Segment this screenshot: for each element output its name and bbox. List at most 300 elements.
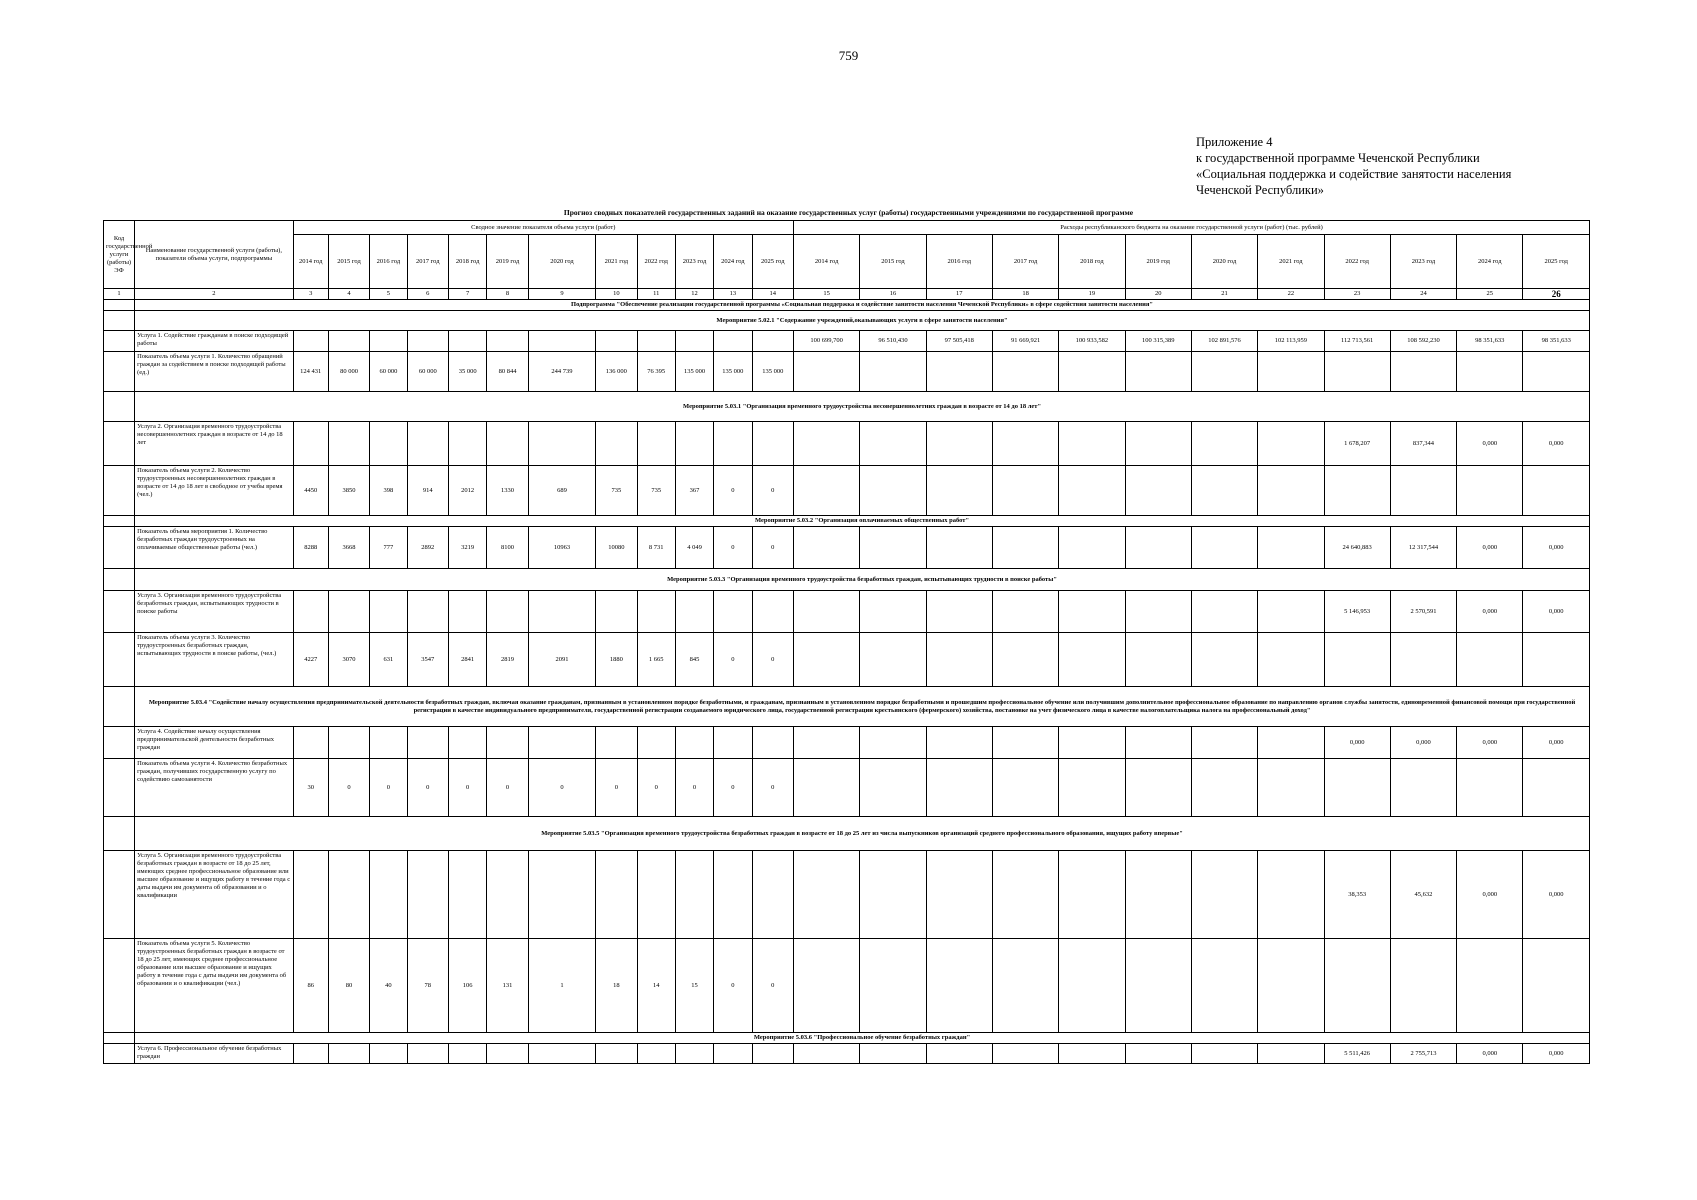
value-cell	[794, 851, 860, 939]
column-number: 22	[1258, 289, 1324, 300]
value-cell	[1191, 1044, 1257, 1064]
header-year-volume: 2018 год	[449, 235, 487, 289]
section-row	[104, 1033, 1590, 1044]
section-title: Мероприятие 5.02.1 "Содержание учреждений,оказывающих услуги в сфере занятости населения"	[135, 311, 1590, 331]
code-cell	[104, 300, 135, 311]
value-cell	[1258, 759, 1324, 817]
value-cell	[596, 727, 637, 759]
value-cell: 3070	[328, 633, 369, 687]
value-cell: 0,000	[1523, 851, 1590, 939]
value-cell	[992, 527, 1058, 569]
section-row	[104, 687, 1590, 727]
section-row	[104, 516, 1590, 527]
value-cell: 2 755,713	[1390, 1044, 1456, 1064]
value-cell: 30	[293, 759, 328, 817]
value-cell	[1059, 527, 1125, 569]
column-number: 8	[487, 289, 528, 300]
value-cell	[992, 727, 1058, 759]
value-cell	[1390, 633, 1456, 687]
value-cell	[1191, 466, 1257, 516]
value-cell	[407, 851, 448, 939]
column-number: 10	[596, 289, 637, 300]
value-cell	[794, 939, 860, 1033]
row-name: Услуга 1. Содействие гражданам в поиске подходящей работы	[135, 331, 294, 352]
value-cell	[794, 1044, 860, 1064]
value-cell	[1523, 352, 1590, 392]
value-cell	[487, 727, 528, 759]
value-cell	[794, 527, 860, 569]
value-cell: 4227	[293, 633, 328, 687]
value-cell	[528, 1044, 595, 1064]
header-expenses: Расходы республиканского бюджета на оказание государственной услуги (работ) (тыс. рублей)	[794, 221, 1590, 235]
value-cell: 0,000	[1324, 727, 1390, 759]
row-name: Показатель объема услуги 3. Количество трудоустроенных безработных граждан, испытывающих трудности в поиске работы, (чел.)	[135, 633, 294, 687]
code-cell	[104, 311, 135, 331]
header-year-volume: 2021 год	[596, 235, 637, 289]
code-cell	[104, 759, 135, 817]
value-cell: 106	[449, 939, 487, 1033]
table-row	[104, 591, 1590, 633]
value-cell: 3219	[449, 527, 487, 569]
header-years-row	[104, 235, 1590, 289]
value-cell	[752, 422, 793, 466]
value-cell: 86	[293, 939, 328, 1033]
value-cell: 777	[370, 527, 407, 569]
value-cell: 1880	[596, 633, 637, 687]
value-cell: 98 351,633	[1457, 331, 1523, 352]
code-cell	[104, 331, 135, 352]
column-number: 4	[328, 289, 369, 300]
value-cell: 0	[714, 633, 752, 687]
value-cell	[596, 851, 637, 939]
value-cell: 1 678,207	[1324, 422, 1390, 466]
value-cell: 0	[675, 759, 713, 817]
value-cell	[1125, 759, 1191, 817]
row-name: Показатель объема услуги 1. Количество обращений граждан за содействием в поиске подходящей работы (ед.)	[135, 352, 294, 392]
value-cell	[1457, 759, 1523, 817]
value-cell: 38,353	[1324, 851, 1390, 939]
section-row	[104, 311, 1590, 331]
value-cell	[926, 1044, 992, 1064]
value-cell	[328, 727, 369, 759]
column-number: 16	[860, 289, 926, 300]
column-number: 1	[104, 289, 135, 300]
value-cell	[860, 352, 926, 392]
value-cell: 0	[752, 466, 793, 516]
value-cell	[637, 851, 675, 939]
table-row	[104, 939, 1590, 1033]
value-cell	[714, 727, 752, 759]
value-cell	[1059, 851, 1125, 939]
row-name: Показатель объема услуги 4. Количество безработных граждан, получивших государственную услугу по содействию самозанятости	[135, 759, 294, 817]
value-cell	[860, 633, 926, 687]
value-cell: 2892	[407, 527, 448, 569]
value-cell	[1125, 352, 1191, 392]
code-cell	[104, 851, 135, 939]
value-cell	[992, 939, 1058, 1033]
value-cell	[1390, 466, 1456, 516]
value-cell	[1258, 727, 1324, 759]
header-year-expenses: 2015 год	[860, 235, 926, 289]
code-cell	[104, 422, 135, 466]
value-cell	[1457, 633, 1523, 687]
value-cell	[1258, 1044, 1324, 1064]
column-number: 13	[714, 289, 752, 300]
value-cell	[637, 331, 675, 352]
value-cell: 40	[370, 939, 407, 1033]
header-year-expenses: 2020 год	[1191, 235, 1257, 289]
value-cell: 80	[328, 939, 369, 1033]
value-cell	[860, 727, 926, 759]
value-cell	[992, 759, 1058, 817]
value-cell: 0,000	[1523, 591, 1590, 633]
code-cell	[104, 1033, 135, 1044]
value-cell: 0	[328, 759, 369, 817]
appendix-block	[1196, 134, 1511, 198]
value-cell	[1059, 727, 1125, 759]
value-cell	[714, 331, 752, 352]
value-cell	[1059, 591, 1125, 633]
value-cell: 0	[752, 939, 793, 1033]
value-cell: 689	[528, 466, 595, 516]
value-cell	[328, 591, 369, 633]
value-cell: 0	[449, 759, 487, 817]
value-cell	[1191, 851, 1257, 939]
value-cell: 3668	[328, 527, 369, 569]
value-cell: 0	[752, 759, 793, 817]
value-cell	[1059, 352, 1125, 392]
header-code: Код государственной услуги (работы) ЭФ	[104, 221, 135, 289]
section-title: Подпрограмма "Обеспечение реализации государственной программы «Социальная поддержка и содействие занятости населения Чеченской Республики» в сфере содействия занятости населения"	[135, 300, 1590, 311]
value-cell	[328, 851, 369, 939]
value-cell: 8100	[487, 527, 528, 569]
header-numbers-row	[104, 289, 1590, 300]
value-cell: 3547	[407, 633, 448, 687]
value-cell	[293, 851, 328, 939]
value-cell	[992, 1044, 1058, 1064]
column-number: 9	[528, 289, 595, 300]
column-number: 2	[135, 289, 294, 300]
value-cell	[370, 1044, 407, 1064]
value-cell	[637, 591, 675, 633]
value-cell	[926, 527, 992, 569]
value-cell	[1059, 466, 1125, 516]
table-row	[104, 1044, 1590, 1064]
value-cell: 18	[596, 939, 637, 1033]
value-cell	[714, 591, 752, 633]
value-cell: 12 317,544	[1390, 527, 1456, 569]
value-cell	[1059, 1044, 1125, 1064]
value-cell	[794, 759, 860, 817]
value-cell	[1191, 633, 1257, 687]
value-cell: 131	[487, 939, 528, 1033]
code-cell	[104, 352, 135, 392]
value-cell: 100 699,700	[794, 331, 860, 352]
value-cell: 0,000	[1457, 591, 1523, 633]
value-cell	[370, 727, 407, 759]
value-cell	[407, 331, 448, 352]
value-cell: 631	[370, 633, 407, 687]
value-cell: 80 000	[328, 352, 369, 392]
value-cell	[293, 591, 328, 633]
value-cell: 0	[370, 759, 407, 817]
value-cell: 108 592,230	[1390, 331, 1456, 352]
value-cell: 0	[714, 527, 752, 569]
value-cell	[407, 727, 448, 759]
value-cell: 60 000	[370, 352, 407, 392]
value-cell	[449, 422, 487, 466]
value-cell	[1258, 939, 1324, 1033]
header-name: Наименование государственной услуги (работы), показатели объема услуги, подпрограммы	[135, 221, 294, 289]
value-cell	[860, 527, 926, 569]
table-row	[104, 422, 1590, 466]
value-cell	[794, 633, 860, 687]
value-cell	[1125, 851, 1191, 939]
value-cell	[328, 1044, 369, 1064]
value-cell: 5 146,953	[1324, 591, 1390, 633]
column-number: 24	[1390, 289, 1456, 300]
value-cell: 3850	[328, 466, 369, 516]
value-cell	[926, 939, 992, 1033]
value-cell	[860, 422, 926, 466]
value-cell: 845	[675, 633, 713, 687]
value-cell: 0	[528, 759, 595, 817]
value-cell	[1523, 633, 1590, 687]
value-cell	[675, 727, 713, 759]
value-cell	[1390, 352, 1456, 392]
value-cell: 4 049	[675, 527, 713, 569]
table-row	[104, 727, 1590, 759]
value-cell	[675, 331, 713, 352]
value-cell: 0	[596, 759, 637, 817]
value-cell	[1191, 939, 1257, 1033]
value-cell	[1059, 759, 1125, 817]
header-year-volume: 2020 год	[528, 235, 595, 289]
value-cell	[860, 591, 926, 633]
value-cell	[370, 331, 407, 352]
value-cell	[1191, 527, 1257, 569]
value-cell	[794, 727, 860, 759]
header-year-expenses: 2023 год	[1390, 235, 1456, 289]
value-cell	[926, 633, 992, 687]
value-cell	[860, 466, 926, 516]
value-cell	[1523, 759, 1590, 817]
value-cell	[752, 331, 793, 352]
value-cell: 0,000	[1457, 527, 1523, 569]
header-year-expenses: 2017 год	[992, 235, 1058, 289]
value-cell: 1 665	[637, 633, 675, 687]
column-number: 6	[407, 289, 448, 300]
header-year-volume: 2017 год	[407, 235, 448, 289]
value-cell	[449, 331, 487, 352]
value-cell: 0	[407, 759, 448, 817]
value-cell	[1258, 633, 1324, 687]
value-cell: 0,000	[1390, 727, 1456, 759]
value-cell	[487, 1044, 528, 1064]
table-row	[104, 466, 1590, 516]
value-cell	[1324, 466, 1390, 516]
value-cell	[1324, 352, 1390, 392]
table-row	[104, 851, 1590, 939]
value-cell	[1059, 633, 1125, 687]
code-cell	[104, 527, 135, 569]
table-row	[104, 759, 1590, 817]
value-cell	[596, 331, 637, 352]
value-cell: 102 891,576	[1191, 331, 1257, 352]
value-cell	[714, 422, 752, 466]
value-cell	[637, 727, 675, 759]
value-cell	[487, 331, 528, 352]
value-cell	[1191, 352, 1257, 392]
column-number: 14	[752, 289, 793, 300]
value-cell: 0	[714, 466, 752, 516]
value-cell	[487, 851, 528, 939]
value-cell: 76 395	[637, 352, 675, 392]
value-cell: 0	[487, 759, 528, 817]
value-cell	[293, 331, 328, 352]
value-cell: 0	[714, 759, 752, 817]
value-cell	[1059, 939, 1125, 1033]
value-cell	[675, 1044, 713, 1064]
value-cell: 0	[714, 939, 752, 1033]
header-year-volume: 2023 год	[675, 235, 713, 289]
value-cell	[449, 851, 487, 939]
value-cell: 112 713,561	[1324, 331, 1390, 352]
header-year-expenses: 2025 год	[1523, 235, 1590, 289]
value-cell: 2091	[528, 633, 595, 687]
header-year-volume: 2014 год	[293, 235, 328, 289]
value-cell	[992, 422, 1058, 466]
code-cell	[104, 466, 135, 516]
value-cell: 78	[407, 939, 448, 1033]
table-row	[104, 527, 1590, 569]
row-name: Показатель объема услуги 2. Количество трудоустроенных несовершеннолетних граждан в возрасте от 14 до 18 лет в свободное от учебы время (чел.)	[135, 466, 294, 516]
value-cell	[1125, 466, 1191, 516]
column-number: 26	[1523, 289, 1590, 300]
value-cell: 0,000	[1523, 727, 1590, 759]
value-cell	[1258, 422, 1324, 466]
value-cell	[596, 422, 637, 466]
page-number: 759	[838, 48, 859, 63]
value-cell	[370, 422, 407, 466]
value-cell	[528, 727, 595, 759]
section-title: Мероприятие 5.03.2 "Организация оплачиваемых общественных работ"	[135, 516, 1590, 527]
value-cell: 0,000	[1457, 727, 1523, 759]
value-cell	[926, 466, 992, 516]
value-cell	[407, 422, 448, 466]
value-cell	[860, 1044, 926, 1064]
value-cell	[860, 851, 926, 939]
column-number: 25	[1457, 289, 1523, 300]
header-year-expenses: 2019 год	[1125, 235, 1191, 289]
value-cell	[752, 1044, 793, 1064]
value-cell	[860, 759, 926, 817]
value-cell	[794, 352, 860, 392]
value-cell	[1258, 527, 1324, 569]
value-cell: 0,000	[1523, 1044, 1590, 1064]
value-cell: 0	[637, 759, 675, 817]
value-cell	[407, 591, 448, 633]
value-cell: 0,000	[1523, 527, 1590, 569]
value-cell	[926, 422, 992, 466]
section-row	[104, 300, 1590, 311]
code-cell	[104, 687, 135, 727]
value-cell	[992, 352, 1058, 392]
value-cell	[794, 466, 860, 516]
value-cell	[675, 591, 713, 633]
code-cell	[104, 569, 135, 591]
value-cell	[926, 851, 992, 939]
value-cell	[714, 1044, 752, 1064]
appendix-line: к государственной программе Чеченской Республики	[1196, 151, 1480, 165]
value-cell	[992, 466, 1058, 516]
header-year-volume: 2019 год	[487, 235, 528, 289]
value-cell: 102 113,959	[1258, 331, 1324, 352]
value-cell	[487, 422, 528, 466]
value-cell	[328, 422, 369, 466]
value-cell: 837,344	[1390, 422, 1456, 466]
value-cell	[1258, 352, 1324, 392]
row-name: Показатель объема услуги 5. Количество трудоустроенных безработных граждан в возрасте от 18 до 25 лет, имеющих среднее профессиональное образование или высшее образование и ищущих работу в течение года с даты выдачи им документа об образовании и о квалификации (чел.)	[135, 939, 294, 1033]
value-cell: 1	[528, 939, 595, 1033]
section-title: Мероприятие 5.03.5 "Организация временного трудоустройства безработных граждан в возрасте от 18 до 25 лет из числа выпускников организаций среднего профессионального образования, ищущих работу впервые"	[135, 817, 1590, 851]
value-cell: 0,000	[1457, 851, 1523, 939]
value-cell: 0	[752, 527, 793, 569]
value-cell	[528, 422, 595, 466]
value-cell	[752, 591, 793, 633]
header-year-expenses: 2014 год	[794, 235, 860, 289]
value-cell	[293, 1044, 328, 1064]
value-cell	[926, 352, 992, 392]
header-year-expenses: 2024 год	[1457, 235, 1523, 289]
value-cell: 0	[752, 633, 793, 687]
value-cell: 124 431	[293, 352, 328, 392]
value-cell	[449, 591, 487, 633]
value-cell	[992, 633, 1058, 687]
value-cell	[1258, 591, 1324, 633]
code-cell	[104, 392, 135, 422]
section-title: Мероприятие 5.03.4 "Содействие началу осуществления предпринимательской деятельности безработных граждан, включая оказание гражданам, признанным в установленном порядке безработными, и гражданам, признанным в установленном порядке безработными и прошедшим профессиональное обучение или получившим дополнительное профессиональное образование по направлению органов службы занятости, единовременной финансовой помощи при государственной регистрации в качестве индивидуального предпринимателя, государственной регистрации создаваемого юридического лица, государственной регистрации крестьянского (фермерского) хозяйства, постановке на учет физического лица в качестве налогоплательщика налога на профессиональный доход"	[135, 687, 1590, 727]
value-cell: 2012	[449, 466, 487, 516]
header-year-expenses: 2021 год	[1258, 235, 1324, 289]
code-cell	[104, 516, 135, 527]
value-cell	[1191, 591, 1257, 633]
table-row	[104, 331, 1590, 352]
value-cell	[1457, 352, 1523, 392]
code-cell	[104, 1044, 135, 1064]
section-title: Мероприятие 5.03.1 "Организация временного трудоустройства несовершеннолетних граждан в возрасте от 14 до 18 лет"	[135, 392, 1590, 422]
value-cell: 0,000	[1457, 422, 1523, 466]
value-cell: 96 510,430	[860, 331, 926, 352]
column-number: 3	[293, 289, 328, 300]
column-number: 19	[1059, 289, 1125, 300]
column-number: 12	[675, 289, 713, 300]
value-cell: 735	[637, 466, 675, 516]
column-number: 7	[449, 289, 487, 300]
value-cell: 8288	[293, 527, 328, 569]
value-cell: 14	[637, 939, 675, 1033]
value-cell	[675, 851, 713, 939]
value-cell: 0,000	[1523, 422, 1590, 466]
value-cell	[1324, 633, 1390, 687]
column-number: 23	[1324, 289, 1390, 300]
value-cell: 98 351,633	[1523, 331, 1590, 352]
value-cell	[1125, 939, 1191, 1033]
document-title: Прогноз сводных показателей государственных заданий на оказание государственных услуг (работы) государственными учреждениями по государственной программе	[563, 208, 1134, 217]
value-cell: 80 844	[487, 352, 528, 392]
appendix-line: Приложение 4	[1196, 135, 1273, 149]
value-cell: 2 570,591	[1390, 591, 1456, 633]
